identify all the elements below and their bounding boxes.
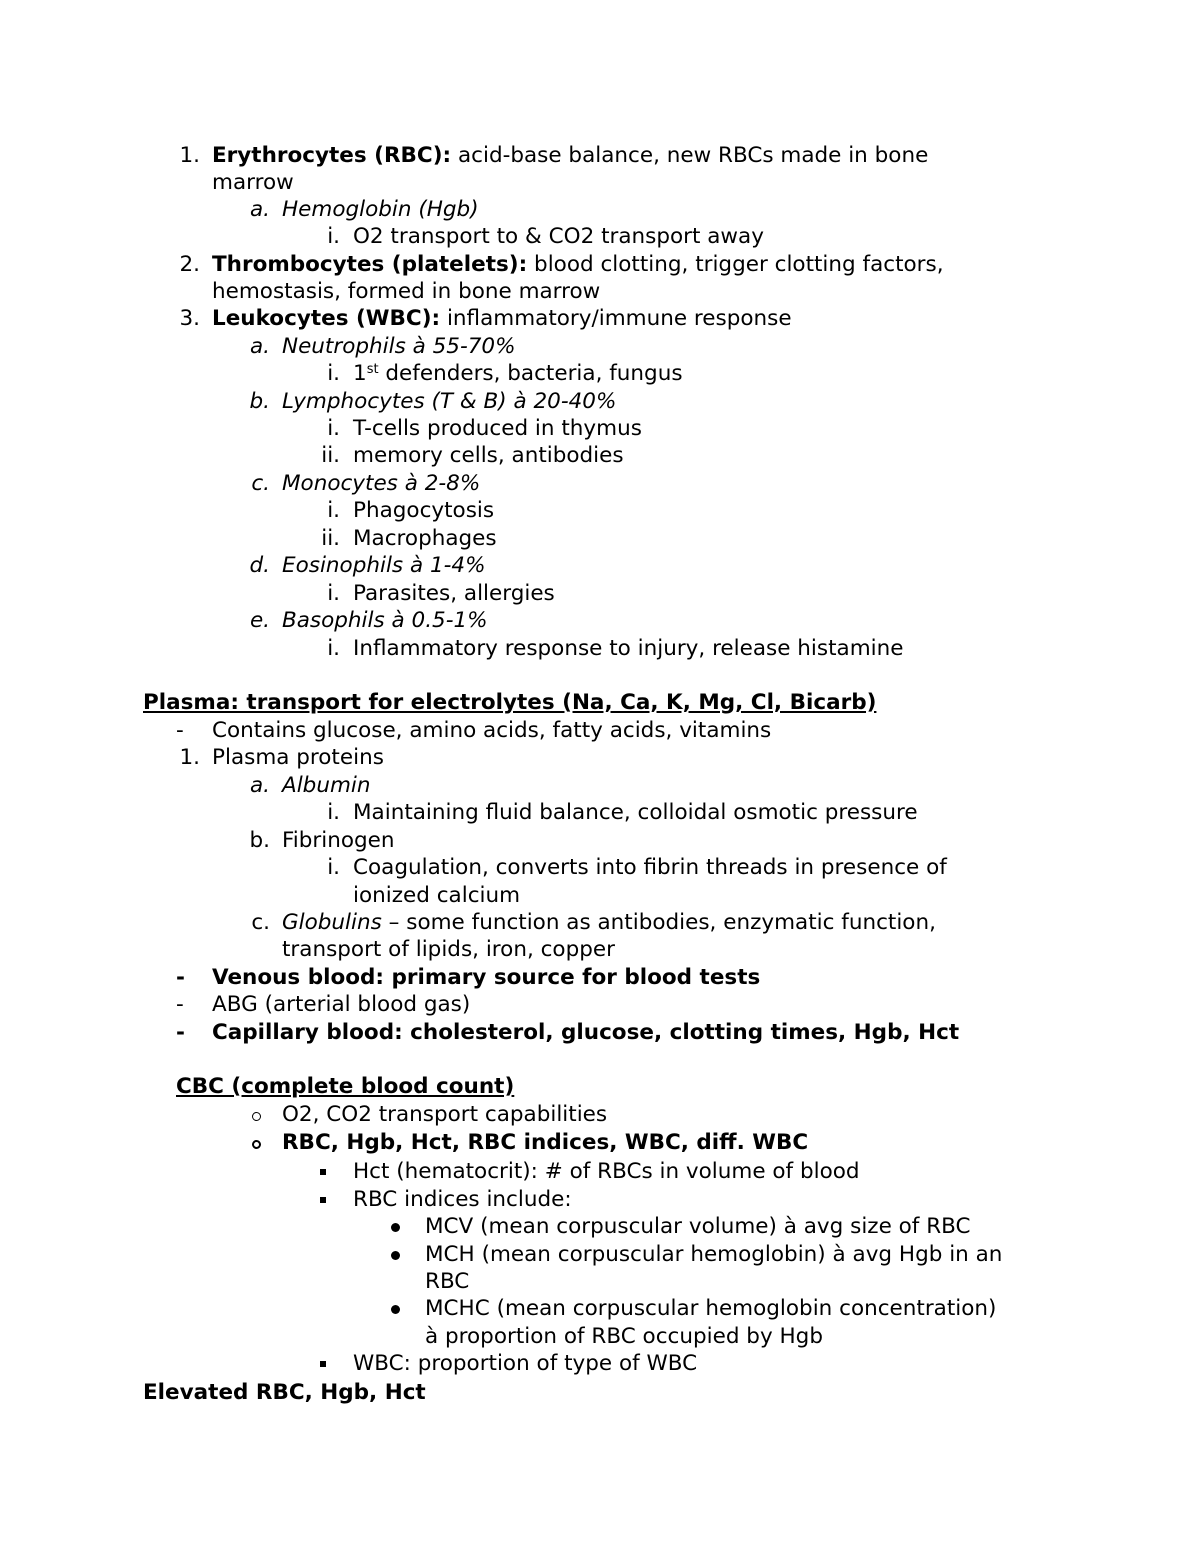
list-item-erythrocytes: Erythrocytes (RBC): acid-base balance, new RBCs made in bone — [212, 143, 929, 168]
list-item: Macrophages — [353, 526, 497, 551]
list-item: Maintaining fluid balance, colloidal osmotic pressure — [353, 800, 918, 825]
list-item-globulins: Globulins – some function as antibodies, enzymatic function, — [282, 910, 936, 935]
list-item-venous-blood: Venous blood: primary source for blood tests — [212, 965, 761, 990]
list-marker: ii. — [321, 526, 340, 551]
list-item: T-cells produced in thymus — [353, 416, 642, 441]
list-item-thrombocytes: Thrombocytes (platelets): blood clotting, trigger clotting factors, — [212, 252, 944, 277]
list-marker: a. — [249, 197, 270, 222]
list-marker: i. — [327, 855, 340, 880]
list-item-lymphocytes: Lymphocytes (T & B) à 20-40% — [282, 389, 617, 414]
list-item-eosinophils: Eosinophils à 1-4% — [282, 553, 486, 578]
list-item-continuation: ionized calcium — [353, 883, 521, 908]
list-marker: a. — [249, 773, 270, 798]
list-item-continuation: marrow — [212, 170, 294, 195]
list-item-mchc: MCHC (mean corpuscular hemoglobin concentration) — [425, 1296, 997, 1321]
term-erythrocytes: Erythrocytes (RBC): — [212, 143, 452, 168]
list-item-albumin: Albumin — [282, 773, 371, 798]
cbc-heading: CBC (complete blood count) — [176, 1074, 515, 1099]
list-item: Coagulation, converts into fibrin threads in presence of — [353, 855, 947, 880]
dash-bullet: - — [176, 992, 184, 1017]
list-item: Parasites, allergies — [353, 581, 555, 606]
hollow-circle-bullet — [252, 1140, 261, 1149]
list-marker: ii. — [321, 443, 340, 468]
term-thrombocytes: Thrombocytes (platelets): — [212, 252, 528, 277]
dash-bullet: - — [176, 718, 184, 743]
list-item-continuation: hemostasis, formed in bone marrow — [212, 279, 601, 304]
list-marker: c. — [251, 910, 270, 935]
list-item: 1st defenders, bacteria, fungus — [353, 361, 683, 386]
list-item: Contains glucose, amino acids, fatty acids, vitamins — [212, 718, 772, 743]
list-item: Phagocytosis — [353, 498, 495, 523]
list-item-wbc-proportion: WBC: proportion of type of WBC — [353, 1351, 698, 1376]
round-bullet — [391, 1251, 400, 1260]
dash-bullet: - — [176, 1020, 185, 1045]
list-item-continuation: RBC — [425, 1269, 470, 1294]
square-bullet — [320, 1361, 326, 1367]
list-marker: 3. — [179, 306, 200, 331]
term-leukocytes: Leukocytes (WBC): — [212, 306, 441, 331]
square-bullet — [320, 1197, 326, 1203]
list-item-neutrophils: Neutrophils à 55-70% — [282, 334, 516, 359]
list-marker: i. — [327, 581, 340, 606]
list-marker: d. — [249, 553, 270, 578]
list-item-abg: ABG (arterial blood gas) — [212, 992, 471, 1017]
list-item-rbc-indices: RBC indices include: — [353, 1187, 572, 1212]
list-marker: i. — [327, 224, 340, 249]
list-marker: c. — [251, 471, 270, 496]
list-marker: i. — [327, 800, 340, 825]
list-item: O2, CO2 transport capabilities — [282, 1102, 608, 1127]
list-marker: e. — [249, 608, 270, 633]
list-marker: b. — [249, 828, 270, 853]
list-item-basophils: Basophils à 0.5-1% — [282, 608, 488, 633]
list-marker: 2. — [179, 252, 200, 277]
list-item-plasma-proteins: Plasma proteins — [212, 745, 384, 770]
list-marker: b. — [249, 389, 270, 414]
list-item-hemoglobin: Hemoglobin (Hgb) — [282, 197, 479, 222]
list-item: memory cells, antibodies — [353, 443, 624, 468]
round-bullet — [391, 1305, 400, 1314]
list-marker: i. — [327, 636, 340, 661]
hollow-circle-bullet — [252, 1112, 261, 1121]
round-bullet — [391, 1223, 400, 1232]
list-marker: i. — [327, 361, 340, 386]
list-item-mch: MCH (mean corpuscular hemoglobin) à avg Hgb in an — [425, 1242, 1003, 1267]
list-item-monocytes: Monocytes à 2-8% — [282, 471, 481, 496]
list-marker: 1. — [179, 745, 200, 770]
list-item-cbc-components: RBC, Hgb, Hct, RBC indices, WBC, diff. WBC — [282, 1130, 809, 1155]
elevated-heading: Elevated RBC, Hgb, Hct — [143, 1380, 426, 1405]
list-item-capillary-blood: Capillary blood: cholesterol, glucose, clotting times, Hgb, Hct — [212, 1020, 960, 1045]
list-marker: a. — [249, 334, 270, 359]
square-bullet — [320, 1169, 326, 1175]
list-item-leukocytes: Leukocytes (WBC): inflammatory/immune response — [212, 306, 792, 331]
list-item: O2 transport to & CO2 transport away — [353, 224, 764, 249]
list-item: Inflammatory response to injury, release histamine — [353, 636, 904, 661]
list-marker: i. — [327, 498, 340, 523]
list-item-mcv: MCV (mean corpuscular volume) à avg size of RBC — [425, 1214, 971, 1239]
list-marker: 1. — [179, 143, 200, 168]
list-item-continuation: transport of lipids, iron, copper — [282, 937, 615, 962]
list-item-fibrinogen: Fibrinogen — [282, 828, 395, 853]
dash-bullet: - — [176, 965, 185, 990]
plasma-heading: Plasma: transport for electrolytes (Na, Ca, K, Mg, Cl, Bicarb) — [143, 690, 877, 715]
list-marker: i. — [327, 416, 340, 441]
list-item-hct: Hct (hematocrit): # of RBCs in volume of blood — [353, 1159, 860, 1184]
list-item-continuation: à proportion of RBC occupied by Hgb — [425, 1324, 823, 1349]
